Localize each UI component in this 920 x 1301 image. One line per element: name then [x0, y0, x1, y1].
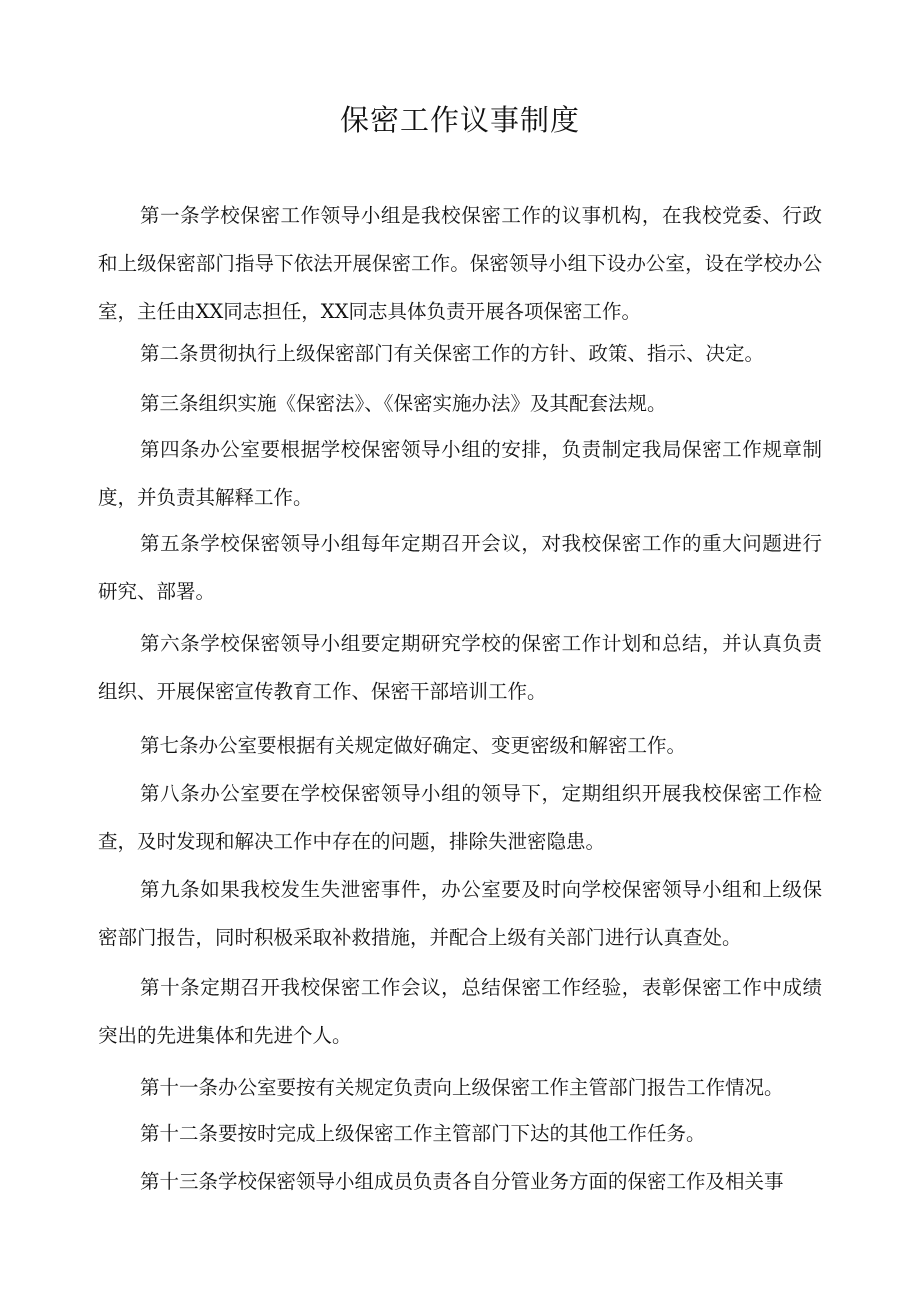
article-10: 第十条定期召开我校保密工作会议，总结保密工作经验，表彰保密工作中成绩突出的先进集体和先进个人。 — [98, 976, 822, 1047]
article-4: 第四条办公室要根据学校保密领导小组的安排，负责制定我局保密工作规章制度，并负责其解释工作。 — [98, 438, 822, 509]
article-9: 第九条如果我校发生失泄密事件，办公室要及时向学校保密领导小组和上级保密部门报告，同时积极采取补救措施，并配合上级有关部门进行认真查处。 — [98, 878, 822, 949]
article-5: 第五条学校保密领导小组每年定期召开会议，对我校保密工作的重大问题进行研究、部署。 — [98, 532, 822, 603]
article-12: 第十二条要按时完成上级保密工作主管部门下达的其他工作任务。 — [140, 1122, 706, 1145]
article-8: 第八条办公室要在学校保密领导小组的领导下，定期组织开展我校保密工作检查，及时发现和解决工作中存在的问题，排除失泄密隐患。 — [98, 782, 822, 853]
article-7: 第七条办公室要根据有关规定做好确定、变更密级和解密工作。 — [140, 734, 687, 757]
document-title: 保密工作议事制度 — [339, 103, 580, 137]
article-11: 第十一条办公室要按有关规定负责向上级保密工作主管部门报告工作情况。 — [140, 1076, 784, 1099]
article-13: 第十三条学校保密领导小组成员负责各自分管业务方面的保密工作及相关事 — [140, 1170, 784, 1193]
article-6: 第六条学校保密领导小组要定期研究学校的保密工作计划和总结，并认真负责组织、开展保密宣传教育工作、保密干部培训工作。 — [98, 632, 822, 703]
article-2: 第二条贯彻执行上级保密部门有关保密工作的方针、政策、指示、决定。 — [140, 342, 765, 365]
article-1: 第一条学校保密工作领导小组是我校保密工作的议事机构，在我校党委、行政和上级保密部门指导下依法开展保密工作。保密领导小组下设办公室，设在学校办公室，主任由XX同志担任，XX同志具体负责开展各项保密工作。 — [98, 204, 822, 323]
article-3: 第三条组织实施《保密法》、《保密实施办法》及其配套法规。 — [140, 392, 667, 415]
